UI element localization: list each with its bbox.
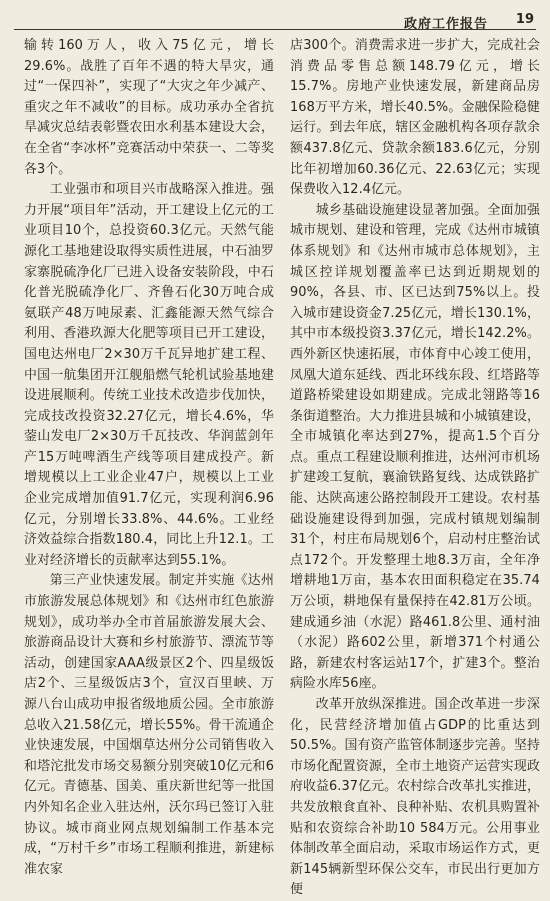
paragraph: 输转160万人，收入75亿元，增长29.6%。战胜了百年不遇的特大旱灾，通过“一保四补”，实现了“大灾之年少减产、重灾之年不减收”的目标。成功承办全省抗旱减灾总结表彰暨农田水利基本建设大会，在全省“李冰杯”竞赛活动中荣获一、二等奖各3个。 <box>24 38 274 177</box>
right-column <box>290 36 540 898</box>
paragraph: 工业强市和项目兴市战略深入推进。强力开展“项目年”活动，开工建设上亿元的工业项目10个，总投资60.3亿元。天然气能源化工基地建设取得实质性进展，中石油罗家寨脱硫净化厂已进入设备安装阶段，中石化普光脱硫净化厂、齐鲁石化30万吨合成氨联产48万吨尿素、汇鑫能源天然气综合利用、香港玖源大化肥等项目已开工建设，国电达州电厂2×30万千瓦异地扩建工程、中国一航集团开江舰船燃气轮机试验基地建设进展顺利。传统工业技术改造步伐加快，完成技改投资32.27亿元，增长4.6%，华蓥山发电厂2×30万千瓦技改、华润蓝剑年产15万吨啤酒生产线等项目建成投产。新增规模以上工业企业47户，规模以上工业企业完成增加值91.7亿元，实现利润6.96亿元，分别增长33.8%、44.6%。工业经济效益综合指数180.4，同比上升12.1。工业对经济增长的贡献率达到55.1%。 <box>24 182 274 568</box>
header-rule <box>14 29 536 30</box>
body-columns <box>24 36 540 898</box>
paragraph: 城乡基础设施建设显著加强。全面加强城市规划、建设和管理，完成《达州市城镇体系规划》和《达州市城市总体规划》，主城区控详规划覆盖率已达到近期规划的90%，各县、市、区已达到75%以上。投入城市建设资金7.25亿元，增长130.1%，其中市本级投资3.37亿元，增长142.2%。西外新区快速拓展，市体育中心竣工使用，凤凰大道东延线、西北环线东段、红塔路等道路桥梁建设如期建成。完成北翎路等16条街道整治。大力推进县城和小城镇建设，全市城镇化率达到27%，提高1.5个百分点。重点工程建设顺利推进，达州河市机场扩建竣工复航，襄渝铁路复线、达成铁路扩能、达陕高速公路控制段开工建设。农村基础设施建设得到加强，完成村镇规划编制31个，村庄布局规划6个，启动村庄整治试点172个。开发整理土地8.3万亩，全年净增耕地1万亩，基本农田面积稳定在35.74万公顷，耕地保有量保持在42.81万公顷。建成通乡油（水泥）路461.8公里、通村油（水泥）路602公里，新增371个村通公路，新建农村客运站17个，扩建3个。整治病险水库56座。 <box>290 202 540 692</box>
page-header <box>0 0 550 34</box>
header-title: 政府工作报告 <box>403 17 488 32</box>
left-column <box>24 36 274 877</box>
paragraph: 店300个。消费需求进一步扩大，完成社会消费品零售总额148.79亿元，增长15.7%。房地产业快速发展，新建商品房168万平方米，增长40.5%。金融保险稳健运行。到去年底，辖区金融机构各项存款余额437.8亿元、贷款余额183.6亿元，分别比年初增加60.36亿元、22.63亿元；实现保费收入12.4亿元。 <box>290 38 540 198</box>
paragraph: 改革开放纵深推进。国企改革进一步深化，民营经济增加值占GDP的比重达到50.5%。国有资产监管体制逐步完善。坚持市场化配置资源，全市土地资产运营实现政府收益6.37亿元。农村综合改革扎实推进，共发放粮食直补、良种补贴、农机具购置补贴和农资综合补助10 584万元。公用事业体制改革全面启动，采取市场运作方式，更新145辆新型环保公交车，市民出行更加方便 <box>290 697 540 898</box>
page-number: 19 <box>515 12 534 27</box>
paragraph: 第三产业快速发展。制定并实施《达州市旅游发展总体规划》和《达州市红色旅游规划》，成功举办全市首届旅游发展大会、旅游商品设计大赛和乡村旅游节、漂流节等活动，创建国家AAA级景区2个、四星级饭店2个、三星级饭店3个，宣汉百里峡、万源八台山成功申报省级地质公园。全市旅游总收入21.58亿元，增长55%。骨干流通企业快速发展，中国烟草达州分公司销售收入和塔沱批发市场交易额分别突破10亿元和6亿元。青德基、国美、重庆新世纪等一批国内外知名企业入驻达州，沃尔玛已签订入驻协议。城市商业网点规划编制工作基本完成，“万村千乡”市场工程顺利推进，新建标准农家 <box>24 573 274 877</box>
